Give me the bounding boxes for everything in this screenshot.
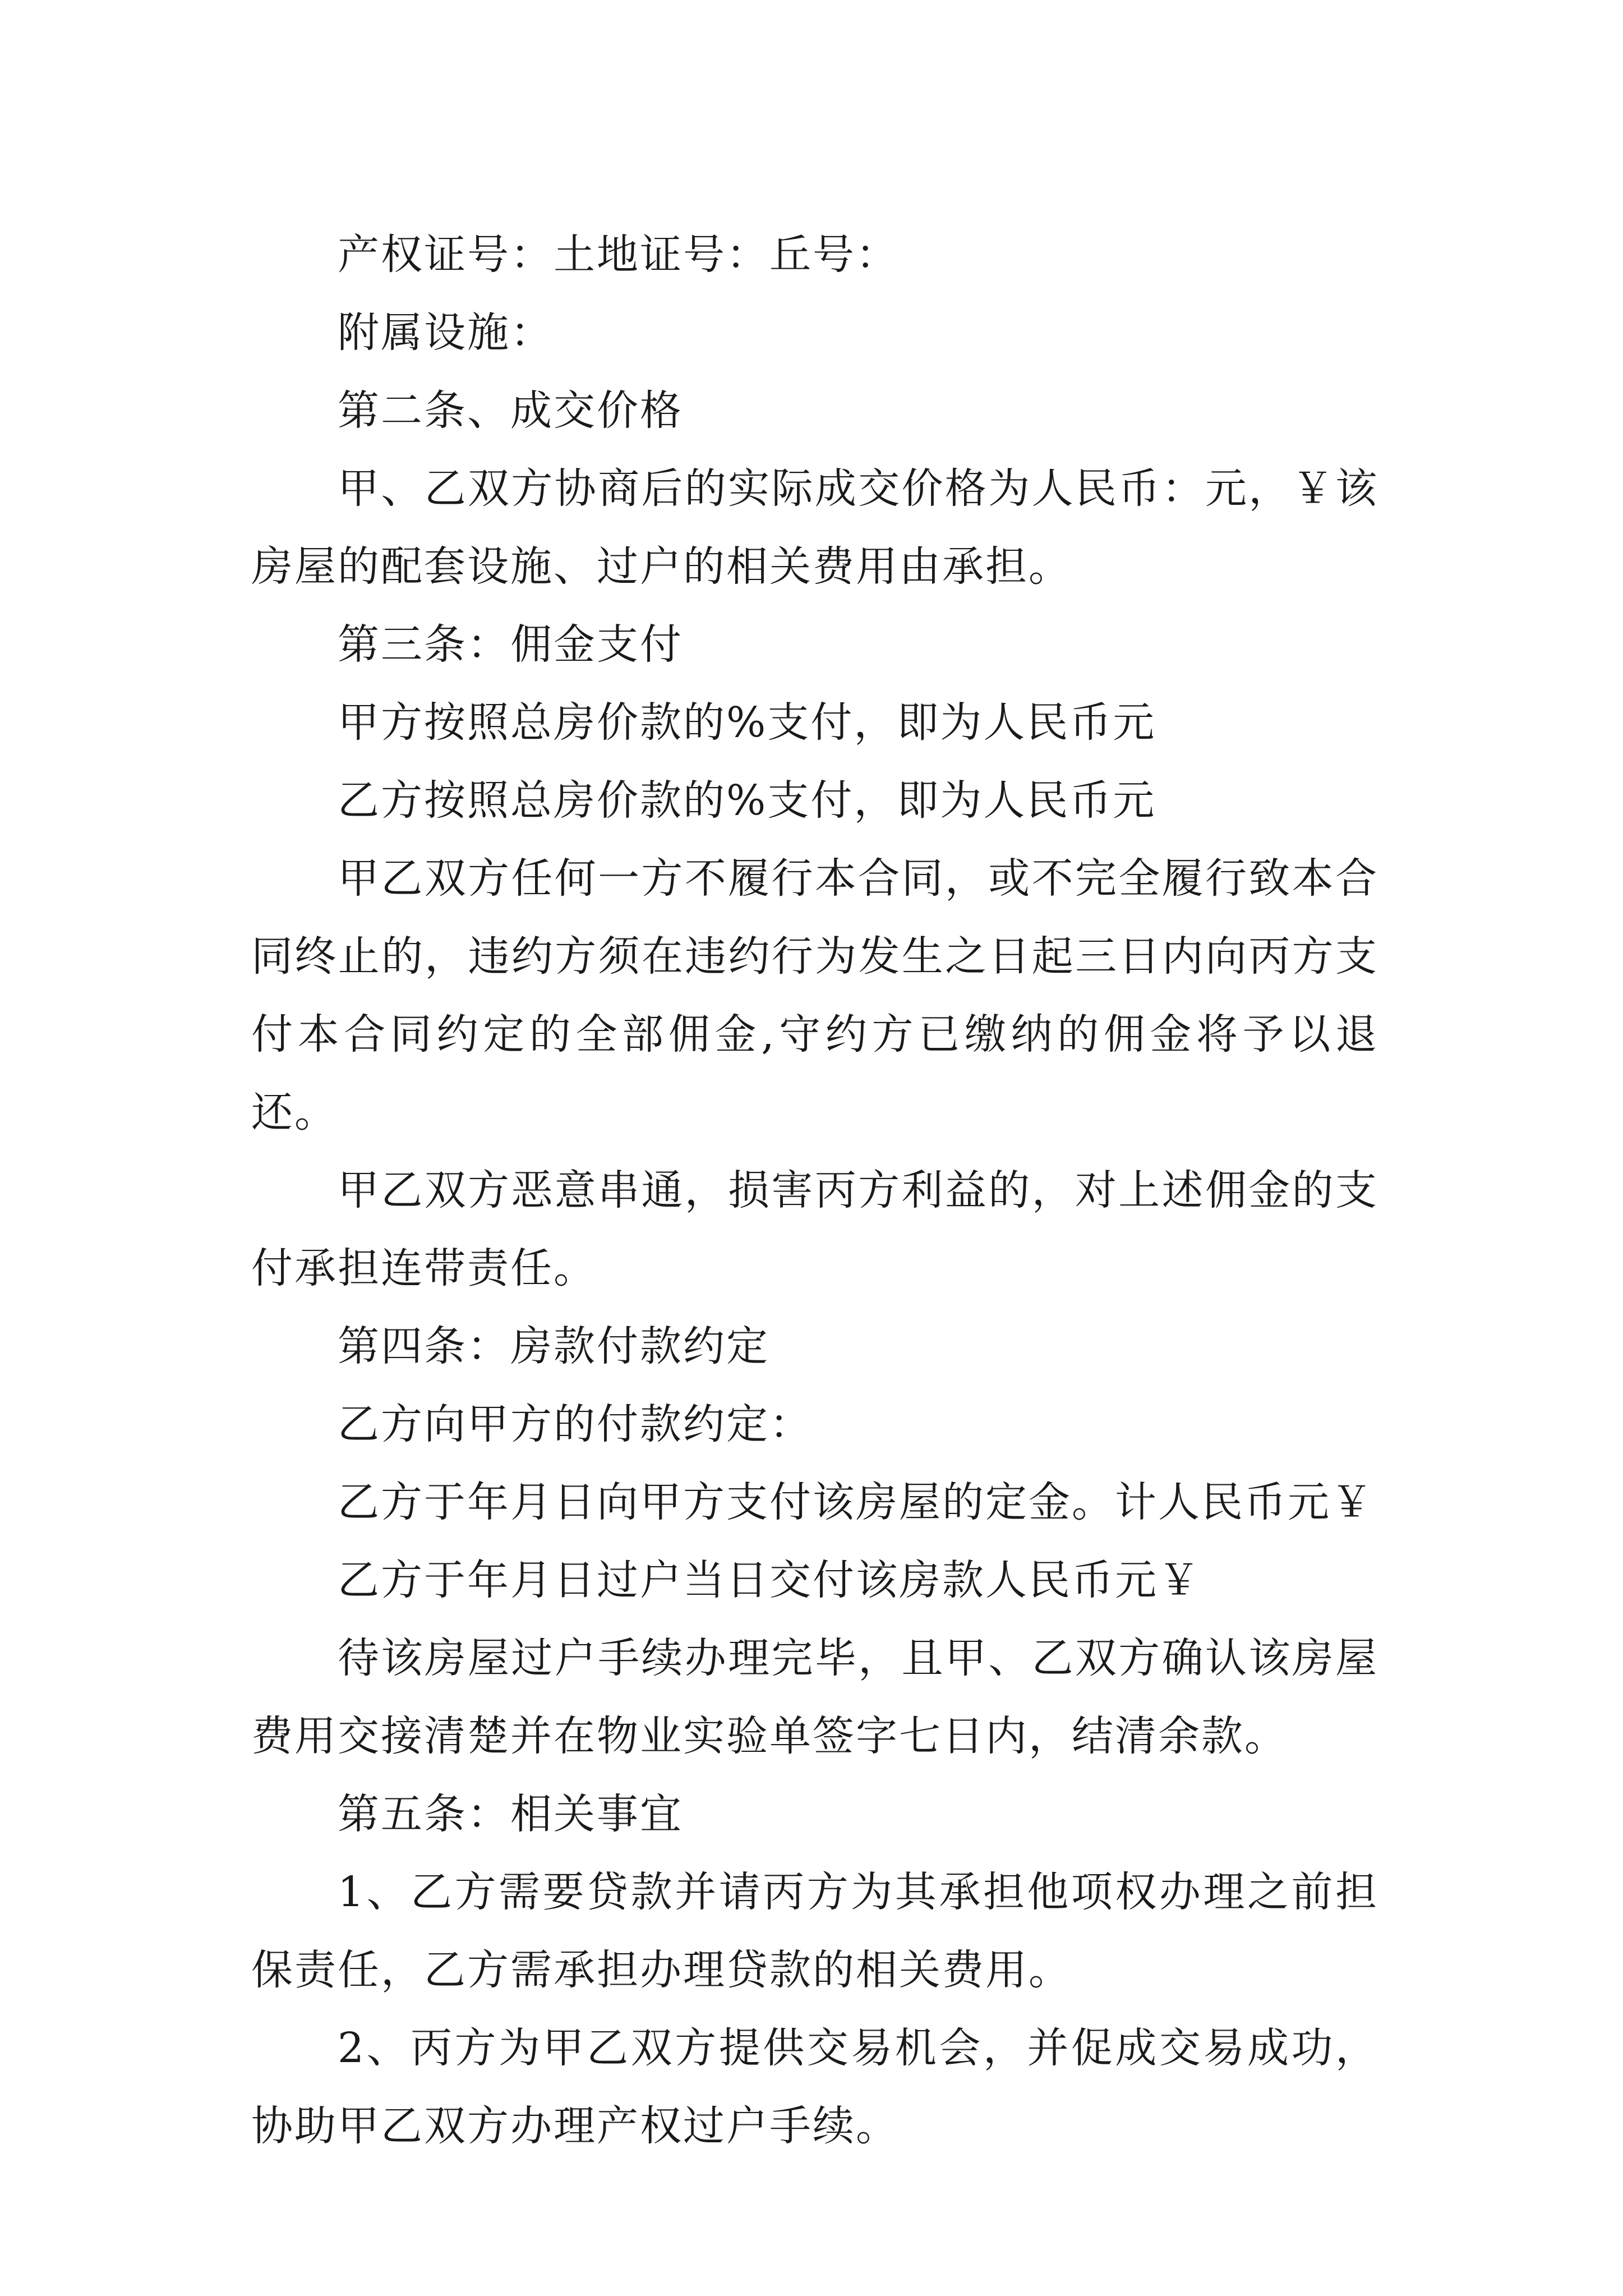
- collusion-clause: 甲乙双方恶意串通，损害丙方利益的，对上述佣金的支付承担连带责任。: [251, 1166, 1378, 1292]
- agency-clause: 2、丙方为甲乙双方提供交易机会，并促成交易成功，协助甲乙双方办理产权过户手续。: [251, 2024, 1378, 2150]
- loan-clause: 1、乙方需要贷款并请丙方为其承担他项权办理之前担保责任，乙方需承担办理贷款的相关费用。: [251, 1868, 1378, 1994]
- article-5-heading: 第五条：相关事宜: [338, 1790, 683, 1838]
- party-a-commission: 甲方按照总房价款的%支付，即为人民币元: [338, 698, 1156, 747]
- payment-intro: 乙方向甲方的付款约定：: [338, 1400, 813, 1448]
- party-b-commission: 乙方按照总房价款的%支付，即为人民币元: [338, 776, 1156, 825]
- document-body: [251, 216, 1378, 2165]
- property-cert-line: 产权证号：土地证号：丘号：: [338, 231, 899, 279]
- article-4-heading: 第四条：房款付款约定: [338, 1322, 769, 1370]
- deposit-line: 乙方于年月日向甲方支付该房屋的定金。计人民币元￥: [338, 1478, 1374, 1526]
- article-2-heading: 第二条、成交价格: [338, 386, 683, 435]
- article-3-heading: 第三条：佣金支付: [338, 620, 683, 669]
- article-2-body: 甲、乙双方协商后的实际成交价格为人民币：元，￥该房屋的配套设施、过户的相关费用由承担。: [251, 464, 1378, 591]
- balance-clause: 待该房屋过户手续办理完毕，且甲、乙双方确认该房屋费用交接清楚并在物业实验单签字七日内，结清余款。: [251, 1634, 1378, 1760]
- transfer-payment-line: 乙方于年月日过户当日交付该房款人民币元￥: [338, 1556, 1201, 1604]
- facilities-line: 附属设施：: [338, 309, 554, 357]
- breach-clause: 甲乙双方任何一方不履行本合同，或不完全履行致本合同终止的，违约方须在违约行为发生之日起三日内向丙方支付本合同约定的全部佣金,守约方已缴纳的佣金将予以退还。: [251, 854, 1378, 1137]
